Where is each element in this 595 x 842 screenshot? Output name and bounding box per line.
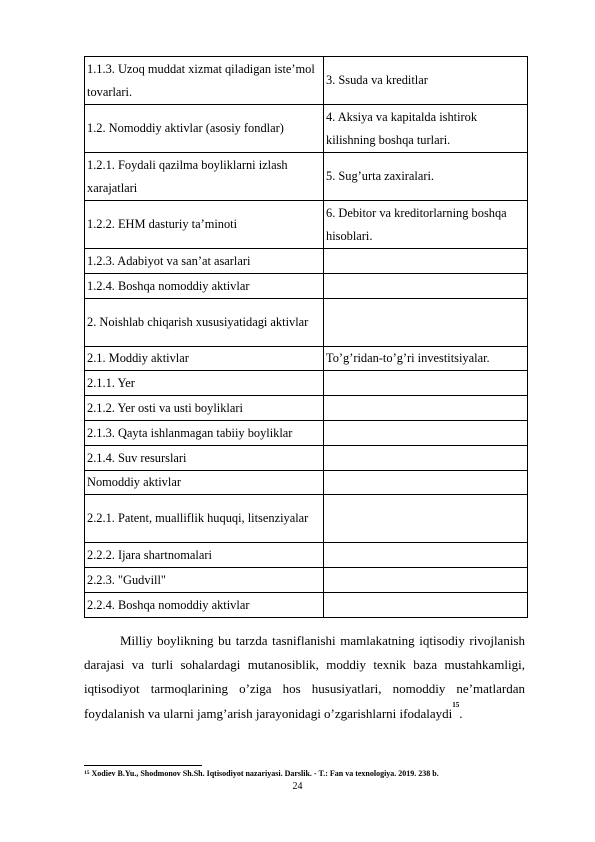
table-cell-category: 2.2.1. Patent, mualliflik huquqi, litsenziyalar bbox=[85, 495, 324, 543]
table-body bbox=[85, 57, 528, 618]
paragraph-text: Milliy boylikning bu tarzda tasniflanishi mamlakatning iqtisodiy rivojlanish darajasi va turli sohalardagi mutanosiblik, moddiy texnik baza mustahkamligi, iqtisodiyot tarmoqlarining o’ziga hos hususiyatlari, nomoddiy ne’matlardan foydalanish va ularni jamg’arish jarayonidagi o’zgarishlarni ifodalaydi bbox=[84, 633, 525, 721]
table-cell-financial: To’g’ridan-to’g’ri investitsiyalar. bbox=[324, 347, 528, 371]
table-cell-category: 1.1.3. Uzoq muddat xizmat qiladigan iste’mol tovarlari. bbox=[85, 57, 324, 105]
table-cell-category: 2.1.2. Yer osti va usti boyliklari bbox=[85, 396, 324, 421]
table-cell-financial: 5. Sug’urta zaxiralari. bbox=[324, 153, 528, 201]
table-cell-category: 2.2.3. "Gudvill" bbox=[85, 568, 324, 593]
table-cell-category: 2. Noishlab chiqarish xususiyatidagi aktivlar bbox=[85, 299, 324, 347]
table-cell-financial: 4. Aksiya va kapitalda ishtirok kilishning boshqa turlari. bbox=[324, 105, 528, 153]
footnote bbox=[84, 768, 439, 779]
table-cell-category: 1.2.3. Adabiyot va san’at asarlari bbox=[85, 249, 324, 274]
table-cell-financial bbox=[324, 396, 528, 421]
table-row bbox=[85, 153, 528, 201]
footnote-text: Xodiev B.Yu., Shodmonov Sh.Sh. Iqtisodiyot nazariyasi. Darslik. - T.: Fan va texnologiya. 2019. 238 b. bbox=[89, 769, 439, 778]
table-row bbox=[85, 371, 528, 396]
table-cell-category: 2.1.3. Qayta ishlanmagan tabiiy boyliklar bbox=[85, 421, 324, 446]
table-cell-category: 2.1.4. Suv resurslari bbox=[85, 446, 324, 471]
table-cell-financial bbox=[324, 371, 528, 396]
table-row bbox=[85, 347, 528, 371]
body-paragraph bbox=[84, 629, 525, 726]
table-row bbox=[85, 593, 528, 618]
table-cell-financial bbox=[324, 568, 528, 593]
table-row bbox=[85, 396, 528, 421]
table-cell-financial bbox=[324, 421, 528, 446]
table-row bbox=[85, 495, 528, 543]
table-row bbox=[85, 201, 528, 249]
table-cell-financial bbox=[324, 274, 528, 299]
table-cell-financial: 6. Debitor va kreditorlarning boshqa hisoblari. bbox=[324, 201, 528, 249]
table-cell-category: 1.2. Nomoddiy aktivlar (asosiy fondlar) bbox=[85, 105, 324, 153]
table-cell-category: 1.2.2. EHM dasturiy ta’minoti bbox=[85, 201, 324, 249]
footnote-number: 15 bbox=[84, 770, 90, 776]
table-cell-financial bbox=[324, 471, 528, 495]
footnote-separator bbox=[84, 765, 202, 766]
table-cell-financial bbox=[324, 543, 528, 568]
footnote-reference[interactable]: 15 bbox=[452, 700, 460, 709]
table-row bbox=[85, 568, 528, 593]
table-row bbox=[85, 446, 528, 471]
table-row bbox=[85, 471, 528, 495]
table-cell-financial bbox=[324, 593, 528, 618]
table-cell-financial: 3. Ssuda va kreditlar bbox=[324, 57, 528, 105]
table-cell-category: Nomoddiy aktivlar bbox=[85, 471, 324, 495]
wealth-classification-table bbox=[84, 56, 528, 618]
table-row bbox=[85, 274, 528, 299]
table-cell-category: 2.1. Moddiy aktivlar bbox=[85, 347, 324, 371]
table-cell-financial bbox=[324, 446, 528, 471]
table-cell-financial bbox=[324, 495, 528, 543]
table-row bbox=[85, 421, 528, 446]
table-row bbox=[85, 105, 528, 153]
table-cell-financial bbox=[324, 299, 528, 347]
table-row bbox=[85, 249, 528, 274]
page-number: 24 bbox=[292, 781, 303, 792]
table-cell-category: 2.2.4. Boshqa nomoddiy aktivlar bbox=[85, 593, 324, 618]
table-cell-category: 2.1.1. Yer bbox=[85, 371, 324, 396]
table-cell-category: 1.2.1. Foydali qazilma boyliklarni izlash xarajatlari bbox=[85, 153, 324, 201]
table-cell-category: 1.2.4. Boshqa nomoddiy aktivlar bbox=[85, 274, 324, 299]
paragraph-end: . bbox=[459, 705, 463, 721]
table-row bbox=[85, 57, 528, 105]
table-cell-financial bbox=[324, 249, 528, 274]
table-row bbox=[85, 543, 528, 568]
table-row bbox=[85, 299, 528, 347]
table-cell-category: 2.2.2. Ijara shartnomalari bbox=[85, 543, 324, 568]
